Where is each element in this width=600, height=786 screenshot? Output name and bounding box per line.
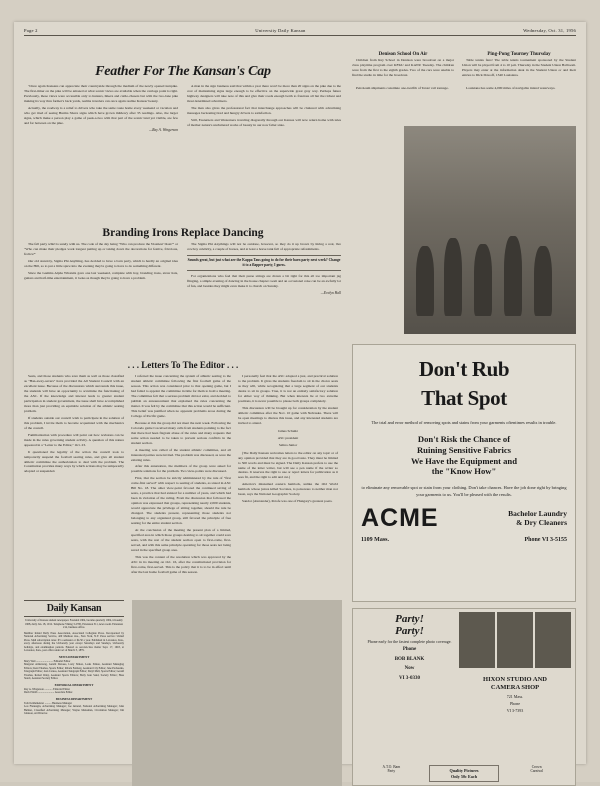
- party-photo: [459, 612, 495, 668]
- letters-para-9: After this annexation, the members of the group were asked for possible solutions for the problem. Two view-points were discussed.: [131, 464, 231, 474]
- party-photo: [535, 612, 571, 668]
- hixon-studio-advertisement[interactable]: [352, 608, 576, 786]
- staff-line-8: Lou Flannagin, Advertising Manager; Joe Ahrend, National Advertising Manager; John Bultner, Classified Advertising Manager; Wayne Meissman, Circulation Manager; Jim Johnson, Art Director.: [24, 705, 124, 715]
- feather-para-3: A man in the sign business said that within a year there won't be more than 20 signs on the pike due to the cost of maintaining signs large enough to be effective on the superwide great gray way. Perhaps future highway designers will take note of this and give their roads enough berth to frustrate all but the richest and most determined advertisers.: [187, 84, 341, 103]
- party-phone-label: Phone: [402, 647, 417, 653]
- news-body-pingpong: Table tennis fans! The table tennis tournament sponsored by the Student Union will be played from 4 to 10 p.m. Thursday in the Student Union Ballroom. Players may enter at the information desk in the Student Union or and their entries to Dick Dawoff, 1340 Louisiana.: [462, 58, 576, 77]
- letters-para-8: A meeting was called of the student athletic committee, and all interested parties were invited. The problem was discussed, as were the existing rules.: [131, 447, 231, 462]
- letters-para-14: This discussion will be brought up for consideration by the student athletic committee after the Nov. 10 game with Nebraska. There will be open meetings to discuss this issue, and any interested students are invited to attend.: [238, 405, 338, 425]
- acme-advertisement[interactable]: [352, 344, 576, 602]
- news-headline-denison: Denison School On Air: [378, 52, 428, 57]
- marching-band-photo: [404, 126, 576, 334]
- feather-column-2: [187, 84, 341, 133]
- branding-para-4: The Sigma Phi Anythings will not be outdone, however, so they do it up brown by hiring a real, live cowboy celebrity, a couple of horses, and at least a horse tank full of appropriate refreshments.: [187, 242, 341, 251]
- photo-figure: [444, 238, 462, 316]
- acme-mid-line1: Don't Risk the Chance of: [417, 434, 511, 445]
- top-news-cluster: [352, 52, 576, 93]
- letters-para-13: I personally feel that the ASC adopted a just, and practical solution to the problem. It gives the students freedom to sit in the choice seats as they will, while recognizing that a large segment of our students desire to sit in groups. True, it is not an entirely satisfactory solution for either way of thinking. But when interests lie at two extreme positions, it is never possible to please both groups completely.: [238, 374, 338, 403]
- feather-headline: Feather For The Kansan's Cap: [95, 64, 271, 79]
- masthead-page-number: Page 2: [24, 28, 38, 33]
- bottom-photo-image: [132, 600, 342, 786]
- photo-figure: [504, 236, 522, 316]
- party-subtext: Phone early for the fastest complete photo coverage.: [367, 639, 452, 644]
- branding-headline: Branding Irons Replace Dancing: [102, 227, 264, 239]
- news-body-denison: Children from Ray School in Denison were broadcast on a major class playtime program over KFKU and KANU Tuesday. The children were from the first to the eighth grades. Two of the cars were unable to find the studio in time for the broadcast.: [352, 58, 454, 77]
- acme-tail: to eliminate any removable spot or stain from your clothing. Don't take chances. Have the job done right by bringing your garments to us. You'll be pleased with the results.: [361, 485, 567, 497]
- party-title-1: Party!: [395, 613, 424, 625]
- feather-column-1: [24, 84, 178, 133]
- letters-para-4: It questioned the legality of the action the council took to temporarily suspend the football seating rules, and give all student athletic committee the authorization to deal with the problem. The Constitution provides many ways by which actions may be temporarily adopted or suspended.: [24, 449, 124, 474]
- letters-column-2: [131, 374, 231, 577]
- staff-line-1: Mary Wait ......................... Editorial Editor: [24, 659, 71, 663]
- branding-para-1: The fall party whirl is surely with us. The code of the day being "Who can produce the 'blastiest' blast?" or "Who can make their pledges work longest putting up or taking down the decorations for festive, frivolous, frolics?": [24, 242, 178, 256]
- acme-headline-line2: That Spot: [421, 386, 507, 411]
- masthead-date: Wednesday, Oct. 31, 1956: [523, 28, 576, 33]
- letters-para-6: I referred the issue concerning the system of athletic seating to the student athletic committee following the first football game of the season. This action was considered prior to that opening game, but I had failed to appoint the committee in time for them to hold a meeting. The committee felt that a serious problem did not exist, and decided to publish an announcement that explained the rules concerning the matter. It was felt by the committee that this action would be sufficient. This belief was justified when no apparent problems arose during the College of Pacific game.: [131, 374, 231, 418]
- feather-para-2: Actually, the roadway is a relief to drivers who take the same route home every weekend or vacation and who get tired of seeing Burma Shave signs which have grown mildewy after 35 readings. Also, the larger signs, which make a person play a game of peek-a-boo with that part of the scenic land yet visible, are few and far between on the pike.: [24, 105, 178, 125]
- acme-mid-line2: Ruining Sensitive Fabrics: [416, 444, 512, 455]
- flag-subline: University of Kansas student newspaper. Founded 1904, became quarterly 1904, triweekly 1908, daily Jan. 18, 1912. Telephone VIking 3-2700, Extension 311, news room. Extension 214, business office.: [24, 619, 124, 629]
- photo-figure: [416, 246, 434, 316]
- acme-lede: The trial and error method of removing spots and stains from your garments oftentimes results in trouble.: [371, 419, 557, 425]
- staff-box: [24, 600, 124, 716]
- letters-para-1: Seats, and those students who save them as well as those classified as "Han-away-savers" have provided the All Student Council with an excellent issue. Because of the discussions which surrounds this issue, the students will have an opportunity to scrutinize the functioning of the ASC. If the knowledge and interest leads to greater student participation in student government, the issue shall have accomplished more than just providing an equitable solution of the athletic seating problem.: [24, 374, 124, 413]
- party-caption-4: Carnival: [530, 769, 543, 774]
- photo-figure: [474, 244, 492, 316]
- letters-column-1: [24, 374, 124, 577]
- staff-line-5: David Webb ........................ Associate Editor: [24, 691, 73, 694]
- staff-line-7: Todd Gildemeister .......... Business Manager: [24, 701, 72, 705]
- letters-signature-city: Salina Junior: [278, 442, 298, 447]
- letters-editor-note: (The Daily Kansan welcomes letters to the editor on any topic or of any opinion provided that they are in good taste. They must be limited to 500 words and must be signed. The Daily Kansan prefers to use the name of the letter writer, but will see a pen name if the writer so desires. It reserves the right to use or reject letters for publication as it sees fit, and the right to edit and cut.): [238, 450, 338, 480]
- staff-box-rule-top: [24, 600, 124, 601]
- party-shop-phone[interactable]: VI 3-7393: [506, 707, 524, 713]
- letters-para-12: This was the content of the resolution which was approved by the ASC in its meeting on Oct. 16, after the constitutional provision for first-come, first-served. This is the policy that it is to be in effect until after the last home football game of this season.: [131, 554, 231, 574]
- acme-logo: ACME: [361, 503, 439, 532]
- letters-para-11: At the conclusion of the meeting the present plan of a limited, specified area in which those groups desiring to sit together could save seats, with the rest of the student section open to first-come, first-served, and with this same principle operating for those seats not being saved in the specified group area.: [131, 528, 231, 552]
- news-filler-petroleum: Petroleum shipments constitute one-twelfth of Texas' rail tonnage.: [356, 85, 449, 90]
- flag-logo: Daily Kansan: [46, 603, 102, 614]
- masthead-paper-name: University Daily Kansan: [255, 28, 306, 33]
- party-caption-1: A.T.O. Barn: [382, 765, 401, 770]
- acme-headline-line1: Don't Rub: [418, 357, 510, 381]
- staff-line-4: Ray A. Wingerson ............ Editorial Editor: [24, 687, 70, 691]
- photo-figure: [534, 246, 552, 316]
- letters-filler-hemlock: America's misnamed eastern hemlock, unlike the Old World hemlock whose juices killed Socrates, is poisonous to neither man nor beast, says the National Geographic Society.: [238, 482, 338, 497]
- branding-pullquote: Sounds great, but just what are the Kappa Taus going to do for their barn party next week? Change it to a flapper party, I guess.: [187, 255, 341, 271]
- party-footer-row: [357, 765, 571, 782]
- feather-para-1: "Once again Kansans can appreciate their countryside through the medium of the newly opened turnpike. The first-timer on the pike will be amazed at what scenic views are available when the carriage point is right. Previously, these views were accessible only to hunters, hikers and cattle-chasers but with the two-lane pike making its way thru farmer's back yards, realms travelers can once again realize Kansas' beauty.: [24, 84, 178, 103]
- branding-column-1: [24, 242, 178, 296]
- branding-para-3: Since the Gamma Alpha Whatsits gave one last weekend, complete with hay, branding irons, straw hats, guitars and half-time entertainment, it looks as though they're going to have a problem.: [24, 270, 178, 280]
- party-shop-phone-label: Phone: [510, 700, 520, 706]
- page-masthead: [24, 28, 576, 33]
- letters-signature-title: ASC president: [277, 435, 299, 440]
- letters-headline: . . . Letters To The Editor . . .: [127, 360, 239, 370]
- acme-mid-line3: We Have the Equipment and: [410, 455, 517, 466]
- staff-box-rule-mid: [24, 616, 124, 617]
- letters-signature-name: James Schultz: [278, 428, 298, 433]
- flag-fineprint: Member Inland Daily Press Association, Associated Collegiate Press. Incorporated by National Advertising Service, 420 Madison Ave., New York, N.Y. Press service: United Press. Mail subscription rates: $3 a semester or $4.50 a year. Published in Lawrence, Kan., every afternoon during the University year except Saturdays and Sundays, University holidays, and examination periods. Entered as second-class matter Sept. 17, 1918, at Lawrence, Kan., post office under act of March 3, 1879.: [24, 631, 124, 652]
- letters-para-10: First, that the section be strictly administered by the rule of "first come-first served" with respect to seating of students, as stated in ASC Bill No. 18. The other view-point favored the continued saving of seats, a practice that had existed for a number of years, and which had been in violation of the ruling. From the discussion that followed the opinion was expressed that groups, representing nearly 2,000 students, would appreciate the privilege of sitting together, should the rule be changed. The students present, representing those students not belonging to any organized group, still favored the principle of free seating for the entire student section.: [131, 476, 231, 526]
- article-letters: [24, 360, 342, 577]
- party-phone-number[interactable]: VI 3-0330: [399, 675, 420, 681]
- staff-line-6: BUSINESS DEPARTMENT: [55, 696, 93, 701]
- acme-business-line1: Bachelor Laundry: [508, 509, 567, 519]
- flag-news-dept-heading: NEWS DEPARTMENT: [58, 654, 90, 659]
- party-caption-2: Party: [387, 769, 396, 774]
- letters-filler-petofe: Sandor (Alexander), Petofe was one of Hungary's greatest poets.: [242, 499, 333, 504]
- article-feather: [24, 64, 342, 133]
- branding-signature: —Evelyn Hall: [320, 290, 341, 295]
- letters-para-7: Because at this the group did not meet the next week. Following the Colorado game I received many calls from students pointing to the fact that there had been flagrant abuse of the rules and many requests that some action needed to be taken to prevent serious conflicts in the student section.: [131, 420, 231, 445]
- feather-para-5: Still, Easterners and Westerners traveling diagonally through our Kansas will now return home with tales of mother nature's uncluttered works of beauty in our now falter state.: [187, 117, 341, 127]
- party-quality-line2: Only 50c Each: [450, 773, 478, 779]
- branding-column-2: [187, 242, 341, 296]
- paper-sheet: [14, 22, 586, 779]
- news-headline-pingpong: Ping-Pong Tourney Thursday: [487, 52, 551, 57]
- acme-address: 1109 Mass.: [361, 536, 390, 543]
- staff-line-2: Margaret Armstrong, Gerald Dewees, Larry Simon, Louis Simon, Assistant Managing Editors; Kent Thomas, Sports Editor; Pebela Fenberg, Assistant City Editor; Jane Prohaszka, Telegraph Editor; Jean Caruso, Assistant Telegraph Editor; Daryl Mall, Sports Editor; Gerald Thomas, Robert Riley, Assistant Sports Editors; Betty Jean Sand, Society Editor; Hess Sturzl, Assistant Society Editor.: [24, 663, 124, 680]
- acme-business-line2: & Dry Cleaners: [516, 518, 567, 528]
- bottom-photo-block: [132, 600, 342, 786]
- feather-para-4: The man also gives the professional fact that interchange approaches will be cluttered with advertising messages beckoning tired and hungry drivers to satisfaction.: [187, 105, 341, 115]
- branding-para-2: Our old stand-by, Sigma Phi Anything, has decided to have a barn party, which is hardly an original idea on the Hill, so to put a little spice into the evening they're going to have to do something different.: [24, 258, 178, 268]
- acme-phone[interactable]: Phone VI 3-5155: [524, 536, 567, 543]
- acme-mid-line4: the "Know How": [431, 466, 497, 477]
- party-shop-line1: HIXON STUDIO AND: [483, 676, 547, 683]
- branding-para-5: For organizations who feel that their purse strings are drawn a bit tight for this all too important jag flinging, a simple evening of dancing in the house chapter room and an occasional coke can be an awfully lot of fun, and besides they might even make it to church on Sunday.: [187, 274, 341, 288]
- staff-line-3: EDITORIAL DEPARTMENT: [54, 682, 94, 687]
- party-now: Now: [404, 666, 415, 672]
- party-title-2: Party!: [395, 625, 424, 637]
- article-branding-irons: [24, 227, 342, 296]
- party-shop-line2: CAMERA SHOP: [490, 683, 540, 691]
- party-contact-name: BOB BLANK: [394, 656, 425, 662]
- party-photo-strip: [459, 612, 571, 668]
- letters-para-2: If students outside our council wish to participate in the solution of this problem, I invite them to become acquainted with the mechanics of the council.: [24, 415, 124, 430]
- party-quality-line1: Quality Pictures: [449, 768, 479, 774]
- news-filler-louisiana: Louisiana has some 4,000 miles of navigable inland waterways.: [466, 85, 556, 90]
- letters-column-3: [238, 374, 338, 577]
- masthead-rule: [24, 35, 576, 36]
- feather-signature: —Ray A. Wingerson: [149, 127, 178, 132]
- letters-para-3: Familiarization with procedure will point out how revisions can be made in the rules governing student activity. A question of this nature appeared in a "Letter to the Editor," Oct. 23.: [24, 432, 124, 447]
- party-caption-3: Crown: [531, 765, 542, 770]
- party-photo: [497, 612, 533, 668]
- party-shop-address: 721 Mass.: [506, 693, 524, 699]
